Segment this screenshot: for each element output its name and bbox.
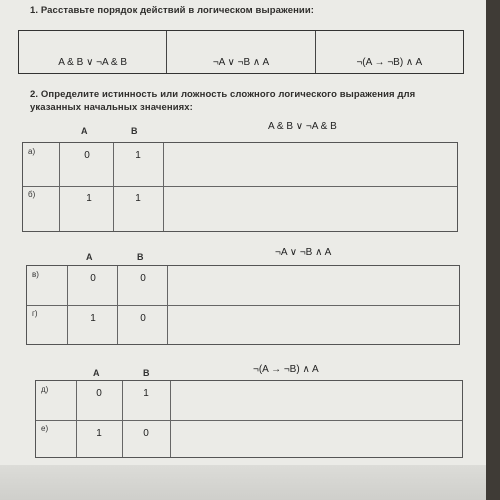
task-1-title: 1. Расставьте порядок действий в логическом выражении:	[30, 5, 315, 16]
table-row	[27, 305, 459, 344]
truth-table	[35, 380, 463, 458]
value-a: 1	[86, 193, 92, 204]
table-row	[36, 381, 462, 421]
page-shadow	[0, 465, 486, 500]
table-row	[23, 186, 457, 231]
value-a: 0	[84, 150, 90, 161]
column-header-b: B	[143, 368, 150, 378]
expression-text: ¬A ∨ ¬B ∧ A	[212, 57, 270, 68]
column-header-a: A	[86, 252, 93, 262]
expression-header: ¬(A → ¬B) ∧ A	[253, 364, 319, 375]
table-row	[23, 143, 457, 187]
value-a: 0	[90, 273, 96, 284]
row-label: д)	[41, 385, 49, 394]
task-1-expression-table	[18, 30, 464, 74]
expression-header: A & B ∨ ¬A & B	[268, 121, 337, 132]
value-a: 1	[90, 313, 96, 324]
value-a: 1	[96, 428, 102, 439]
value-b: 0	[143, 428, 149, 439]
row-label: в)	[32, 270, 39, 279]
expression-header: ¬A ∨ ¬B ∧ A	[275, 247, 332, 258]
row-label: а)	[28, 147, 36, 156]
expression-cell[interactable]	[19, 31, 167, 73]
expression-text: A & B ∨ ¬A & B	[58, 57, 128, 68]
value-b: 1	[135, 193, 141, 204]
column-header-b: B	[131, 126, 138, 136]
value-b: 1	[143, 388, 149, 399]
truth-table	[26, 265, 460, 345]
expression-cell[interactable]	[316, 31, 463, 73]
row-label: б)	[28, 190, 36, 199]
column-header-a: A	[93, 368, 100, 378]
value-b: 0	[140, 273, 146, 284]
value-a: 0	[96, 388, 102, 399]
task-2-title: 2. Определите истинность или ложность сложного логического выражения для указанных начальных значениях:	[30, 89, 416, 113]
value-b: 0	[140, 313, 146, 324]
table-row	[36, 420, 462, 457]
value-b: 1	[135, 150, 141, 161]
truth-table	[22, 142, 458, 232]
row-label: е)	[41, 424, 49, 433]
column-header-b: B	[137, 252, 144, 262]
column-header-a: A	[81, 126, 88, 136]
expression-text: ¬(A → ¬B) ∧ A	[356, 57, 423, 68]
row-label: г)	[32, 309, 38, 318]
table-row	[27, 266, 459, 306]
expression-cell[interactable]	[167, 31, 315, 73]
